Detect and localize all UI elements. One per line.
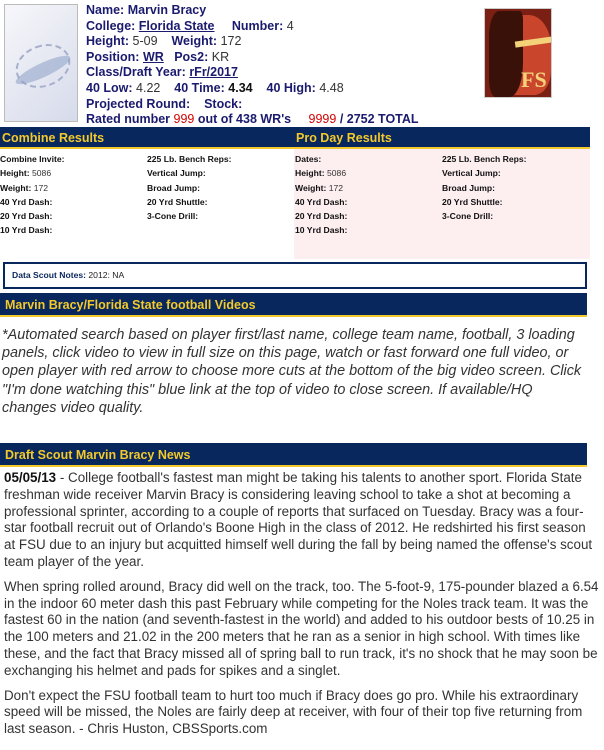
position-link[interactable]: WR (142, 49, 164, 64)
stat-label: Combine Invite: (0, 154, 65, 164)
low40-value: 4.22 (136, 80, 161, 95)
combine-panel (0, 127, 294, 259)
height-value: 5-09 (132, 34, 158, 49)
name-row (86, 3, 419, 19)
stat-row (147, 195, 232, 209)
notes-value: 2012: NA (88, 270, 125, 280)
stat-row (442, 166, 527, 180)
stat-label: 40 Yrd Dash: (295, 196, 348, 207)
player-info (86, 3, 419, 128)
stat-row (0, 195, 64, 209)
forty-row (86, 81, 419, 97)
stat-label: 20 Yrd Shuttle: (147, 196, 208, 207)
low40-label: 40 Low: (86, 80, 133, 95)
news-paragraph: Don't expect the FSU football team to hurt too much if Bracy does go pro. While his extraordinary speed will be missed, the Noles are fairly deep at receiver, with four of their top five returning from last season. - Chris Huston, CBSSports.com (4, 687, 583, 737)
stat-row (442, 209, 527, 223)
rated-total-suffix: / 2752 TOTAL (339, 112, 419, 127)
height-label: Height: (86, 34, 130, 49)
team-logo-icon (484, 8, 552, 98)
number-value: 4 (286, 18, 294, 33)
position-label: Position: (86, 49, 140, 64)
stat-row (295, 223, 347, 237)
weight-value: 172 (220, 34, 242, 49)
stat-label: Broad Jump: (442, 182, 495, 193)
proday-right-col (442, 152, 527, 223)
pos2-label: Pos2: (174, 49, 209, 64)
videos-disclaimer: *Automated search based on player first/last name, college team name, football, 3 loading panels, click video to view in full size on this page, watch or fast forward one full video, or open player with red arrow to choose more cuts at the bottom of the big video screen. Click "I'm done watching this" blue link at the top of video to close screen. If available/HQ changes video quality. (2, 327, 582, 416)
stat-row (147, 166, 232, 180)
number-label: Number: (231, 18, 284, 33)
stat-label: 10 Yrd Dash: (295, 225, 348, 236)
stat-label: Height: (295, 168, 325, 179)
stat-label: 40 Yrd Dash: (0, 196, 53, 207)
projected-row (86, 97, 419, 113)
videos-title: Marvin Bracy/Florida State football Videos (0, 293, 587, 317)
stat-row (295, 152, 347, 166)
combine-grid (0, 149, 294, 236)
news-date: 05/05/13 (4, 470, 57, 485)
stat-value: 5086 (327, 168, 347, 179)
notes-label: Data Scout Notes: (12, 270, 87, 280)
stat-label: 3-Cone Drill: (147, 211, 199, 222)
stat-row (295, 166, 347, 180)
weight-label: Weight: (171, 34, 218, 49)
height-row (86, 34, 419, 50)
position-row (86, 50, 419, 66)
rated-of: out of 438 WR's (197, 112, 292, 127)
combine-title: Combine Results (0, 127, 294, 149)
stat-label: Vertical Jump: (442, 168, 501, 179)
stat-label: 20 Yrd Shuttle: (442, 196, 503, 207)
class-label: Class/Draft Year: (86, 65, 186, 80)
college-label: College: (86, 18, 136, 33)
stat-label: 20 Yrd Dash: (0, 211, 53, 222)
proday-title: Pro Day Results (294, 127, 590, 149)
stat-row (147, 181, 232, 195)
player-photo (4, 4, 78, 122)
stat-row (442, 152, 527, 166)
news-title: Draft Scout Marvin Bracy News (0, 443, 587, 467)
stat-row (295, 195, 347, 209)
stat-row (442, 195, 527, 209)
stat-label: Weight: (0, 182, 32, 193)
stat-label: 3-Cone Drill: (442, 211, 494, 222)
news-text-1: - College football's fastest man might be taking his talents to another sport. Florida State freshman wide receiver Marvin Bracy is considering leaving school to take a shot at becoming a professional sprinter, according to a couple of reports that surfaced on Tuesday. Bracy was a four-star football recruit out of Orlando's Boone High in the class of 2012. He redshirted his first season at FSU due to an injury but acquitted himself well during the fall by being named the offense's scout team player of the year. (4, 470, 593, 569)
stat-row (442, 181, 527, 195)
college-row (86, 19, 419, 35)
time40-label: 40 Time: (174, 80, 225, 95)
stat-row (0, 223, 64, 237)
proday-grid (294, 149, 590, 236)
data-scout-notes (3, 262, 587, 289)
stat-label: 225 Lb. Bench Reps: (147, 154, 232, 164)
stat-value: 5086 (32, 168, 52, 179)
stat-value: 172 (33, 182, 49, 193)
high40-label: 40 High: (266, 80, 316, 95)
stat-value: 172 (328, 182, 344, 193)
pos2-value: KR (211, 49, 230, 64)
stat-label: 10 Yrd Dash: (0, 225, 53, 236)
stat-row (147, 209, 232, 223)
stat-label: Weight: (295, 182, 327, 193)
projected-label: Projected Round: (86, 96, 191, 111)
stat-row (0, 181, 64, 195)
news-paragraph: When spring rolled around, Bracy did well on the track, too. The 5-foot-9, 175-pounder blazed a 6.54 in the indoor 60 meter dash this past February while competing for the Noles track team. It was the fastest 60 in the nation (and seventh-fastest in the world) and added to his outdoor bests of 10.25 in the 100 meters and 21.02 in the 200 meters that he ran as a senior in high school. With times like these, and the fact that Bracy missed all of spring ball to run track, it's no shock that he may soon be exchanging his helmet and pads for spikes and a singlet. (4, 578, 599, 678)
stat-label: 20 Yrd Dash: (295, 211, 348, 222)
class-link[interactable]: rFr/2017 (189, 65, 238, 80)
player-header (0, 0, 604, 126)
stat-row (295, 209, 347, 223)
stat-row (147, 152, 232, 166)
proday-panel (294, 127, 590, 259)
combine-right-col (147, 152, 232, 223)
stat-label: 225 Lb. Bench Reps: (442, 154, 527, 164)
stat-label: Dates: (295, 154, 322, 164)
stat-row (0, 152, 64, 166)
stat-label: Broad Jump: (147, 182, 200, 193)
rated-row (86, 112, 419, 128)
proday-left-col (295, 152, 347, 238)
college-link[interactable]: Florida State (138, 18, 215, 33)
name-label: Name: (86, 3, 125, 17)
stat-row (295, 181, 347, 195)
rated-label: Rated number (86, 112, 171, 127)
class-row (86, 65, 419, 81)
stat-row (0, 166, 64, 180)
news-paragraph (4, 470, 600, 571)
stat-label: Vertical Jump: (147, 168, 206, 179)
player-name: Marvin Bracy (127, 3, 207, 17)
stat-label: Height: (0, 168, 30, 179)
logo-hair (489, 11, 523, 97)
rated-position: 999 (173, 112, 195, 127)
rated-total: 9999 (308, 112, 337, 127)
time40-value: 4.34 (228, 80, 253, 95)
results-section (0, 127, 590, 259)
combine-left-col (0, 152, 64, 238)
stat-row (0, 209, 64, 223)
logo-mark: FS (521, 67, 547, 92)
high40-value: 4.48 (319, 80, 344, 95)
stock-label: Stock: (204, 96, 243, 111)
news-body (4, 470, 600, 746)
